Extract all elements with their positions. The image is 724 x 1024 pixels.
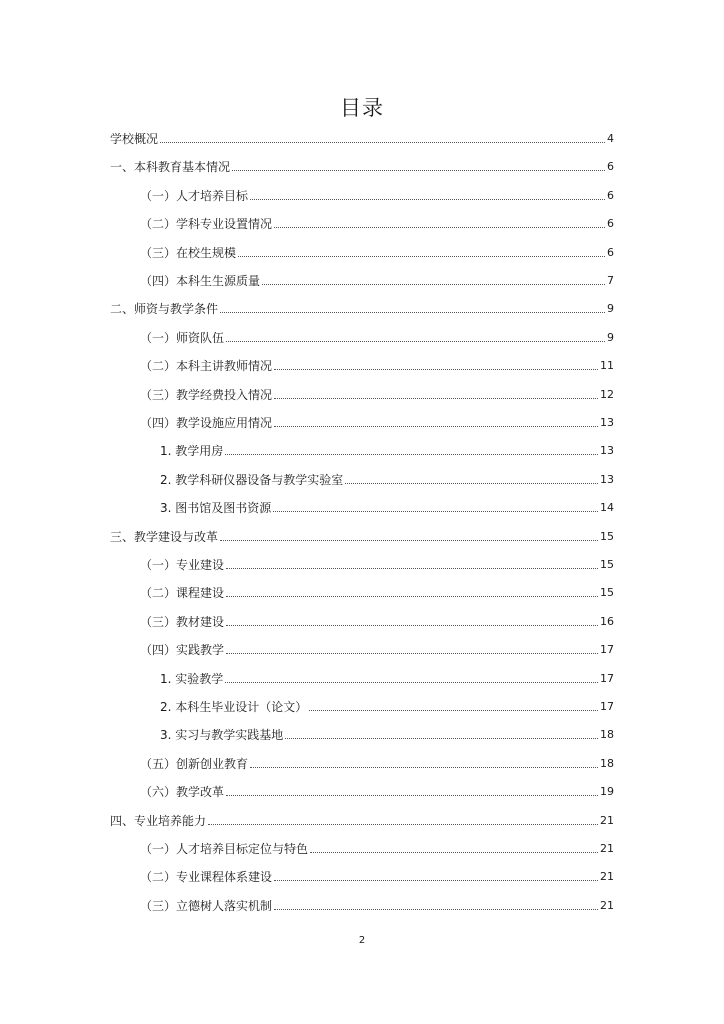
toc-entry-page: 18 [600,728,614,741]
toc-entry-page: 21 [600,814,614,827]
toc-entry-page: 6 [607,217,614,230]
toc-entry[interactable] [140,753,614,771]
toc-entry-page: 19 [600,785,614,798]
toc-entry-text: （四）教学设施应用情况 [140,416,273,430]
toc-entry-text: 四、专业培养能力 [110,814,207,828]
toc-entry-page: 4 [607,132,614,145]
toc-entry[interactable] [140,384,614,402]
toc-entry-text: （三）教学经费投入情况 [140,388,273,402]
toc-entry-page: 17 [600,700,614,713]
toc-leader-dots [274,227,605,228]
toc-leader-dots [226,625,598,626]
toc-entry[interactable] [140,355,614,373]
toc-leader-dots [238,256,605,257]
toc-leader-dots [226,596,598,597]
toc-entry-page: 16 [600,615,614,628]
toc-leader-dots [285,738,598,739]
toc-entry-text: 一、本科教育基本情况 [110,160,231,174]
toc-entry[interactable] [140,185,614,203]
toc-entry-text: 学校概况 [110,132,159,146]
toc-entry-page: 12 [600,388,614,401]
toc-entry-text: （二）课程建设 [140,586,225,600]
toc-entry-page: 15 [600,558,614,571]
toc-entry-page: 6 [607,246,614,259]
toc-entry-page: 21 [600,899,614,912]
toc-entry[interactable] [140,327,614,345]
toc-entry[interactable] [140,582,614,600]
toc-leader-dots [309,710,598,711]
toc-leader-dots [160,142,605,143]
toc-entry-page: 9 [607,331,614,344]
toc-entry-text: 二、师资与教学条件 [110,302,219,316]
toc-entry-text: （一）人才培养目标定位与特色 [140,842,309,856]
toc-leader-dots [220,540,598,541]
toc-entry[interactable] [140,838,614,856]
toc-leader-dots [274,369,598,370]
toc-leader-dots [262,284,605,285]
toc-entry-page: 15 [600,586,614,599]
toc-entry-page: 17 [600,672,614,685]
toc-leader-dots [250,199,605,200]
toc-entry-text: （六）教学改革 [140,785,225,799]
toc-entry-text: （四）实践教学 [140,643,225,657]
toc-entry[interactable] [140,611,614,629]
toc-entry[interactable] [160,724,614,742]
toc-entry-text: 三、教学建设与改革 [110,530,219,544]
toc-entry[interactable] [140,412,614,430]
toc-leader-dots [345,483,598,484]
toc-leader-dots [220,312,605,313]
toc-entry[interactable] [140,270,614,288]
toc-entry-page: 17 [600,643,614,656]
toc-leader-dots [274,909,598,910]
toc-entry-text: （二）本科主讲教师情况 [140,359,273,373]
toc-title: 目录 [340,96,384,120]
toc-entry[interactable] [160,497,614,515]
toc-entry[interactable] [160,668,614,686]
toc-leader-dots [273,511,598,512]
toc-entry-text: （二）专业课程体系建设 [140,870,273,884]
toc-entry-page: 6 [607,160,614,173]
toc-leader-dots [310,852,598,853]
toc-entry-text: 3. 图书馆及图书资源 [160,501,272,515]
toc-entry-text: （三）立德树人落实机制 [140,899,273,913]
toc-entry[interactable] [110,810,614,828]
toc-entry[interactable] [160,440,614,458]
toc-entry-page: 21 [600,842,614,855]
toc-entry-text: 2. 教学科研仪器设备与教学实验室 [160,473,344,487]
toc-entry[interactable] [110,526,614,544]
toc-entry-page: 11 [600,359,614,372]
toc-leader-dots [225,454,598,455]
page-number: 2 [358,935,366,946]
toc-entry-page: 18 [600,757,614,770]
toc-entry-page: 13 [600,416,614,429]
toc-leader-dots [226,341,605,342]
toc-entry-page: 9 [607,302,614,315]
toc-entry-page: 15 [600,530,614,543]
toc-entry-text: （一）专业建设 [140,558,225,572]
toc-entry[interactable] [110,128,614,146]
toc-leader-dots [226,568,598,569]
toc-entry-text: （四）本科生生源质量 [140,274,261,288]
toc-entry-text: （一）师资队伍 [140,331,225,345]
toc-entry[interactable] [140,554,614,572]
toc-entry-text: （一）人才培养目标 [140,189,249,203]
toc-entry-text: （三）在校生规模 [140,246,237,260]
toc-entry-text: 3. 实习与教学实践基地 [160,728,284,742]
toc-entry-text: （三）教材建设 [140,615,225,629]
toc-entry-text: （五）创新创业教育 [140,757,249,771]
toc-entry[interactable] [110,298,614,316]
toc-entry-page: 21 [600,870,614,883]
toc-entry-page: 7 [607,274,614,287]
toc-leader-dots [225,682,598,683]
toc-entry[interactable] [140,866,614,884]
toc-leader-dots [208,824,598,825]
toc-leader-dots [232,170,605,171]
toc-entry-page: 13 [600,444,614,457]
toc-leader-dots [274,426,598,427]
toc-entry[interactable] [160,469,614,487]
toc-entry-page: 14 [600,501,614,514]
toc-entry-text: （二）学科专业设置情况 [140,217,273,231]
toc-leader-dots [274,880,598,881]
toc-entry[interactable] [140,895,614,913]
toc-entry[interactable] [140,781,614,799]
toc-leader-dots [274,398,598,399]
toc-entry[interactable] [140,242,614,260]
toc-entry[interactable] [110,156,614,174]
toc-entry[interactable] [140,639,614,657]
toc-entry-text: 1. 教学用房 [160,444,224,458]
toc-entry-text: 1. 实验教学 [160,672,224,686]
toc-entry-text: 2. 本科生毕业设计（论文） [160,700,308,714]
toc-leader-dots [226,653,598,654]
toc-leader-dots [226,795,598,796]
toc-entry-page: 13 [600,473,614,486]
toc-entry[interactable] [160,696,614,714]
toc-leader-dots [250,767,598,768]
toc-entry[interactable] [140,213,614,231]
toc-entry-page: 6 [607,189,614,202]
